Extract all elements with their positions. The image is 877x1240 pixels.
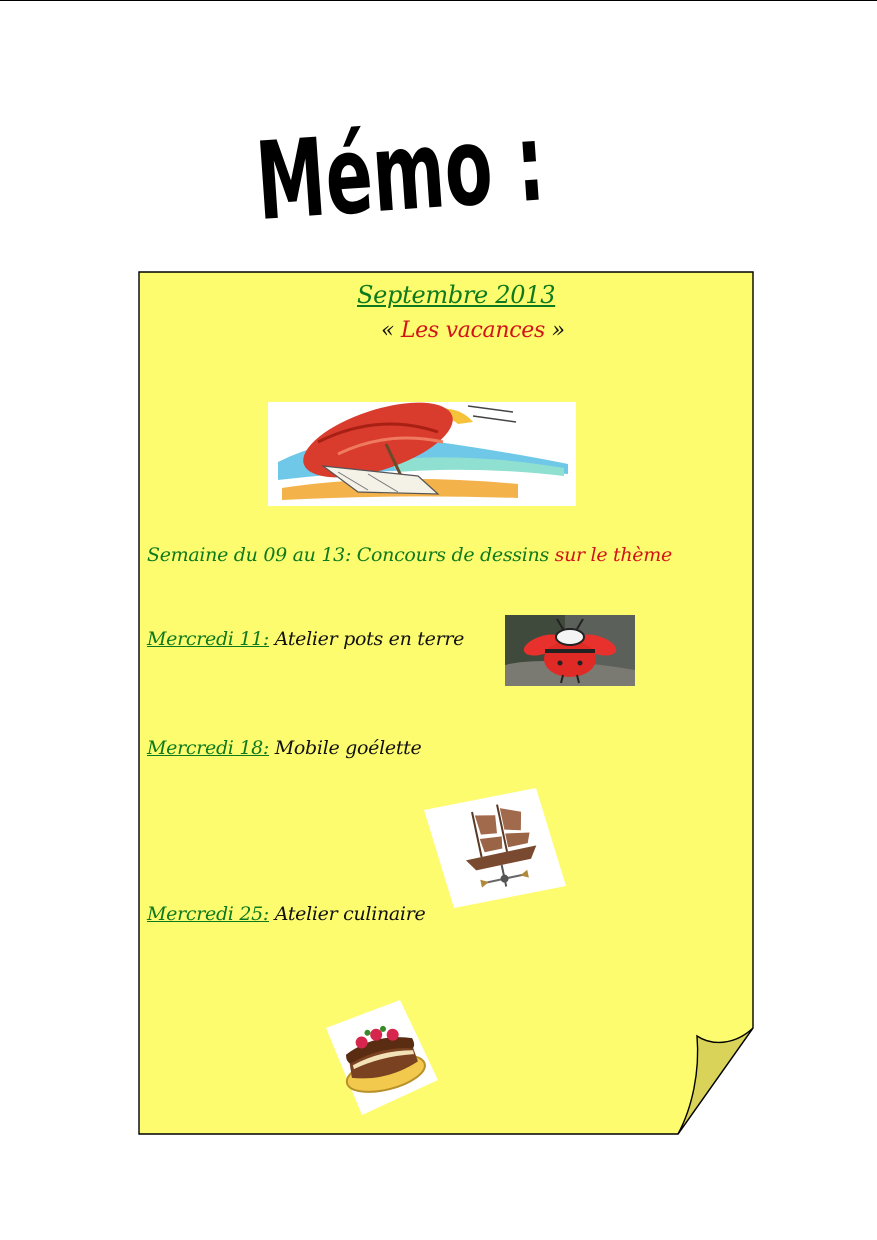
beach-umbrella-illustration [268,402,576,506]
event-date: Mercredi 18: [147,737,270,759]
cake-illustration [326,1000,438,1115]
event-row [147,628,464,650]
theme-text: Les vacances [400,318,545,343]
week-prefix: Semaine du 09 au 13: Concours de dessins [147,544,555,566]
month-heading: Septembre 2013 [357,281,556,309]
theme-heading [381,318,565,343]
event-row [147,737,421,759]
event-row [147,903,425,925]
event-date: Mercredi 11: [147,628,270,650]
event-text: Atelier pots en terre [269,628,465,650]
theme-quote-close: » [544,318,565,343]
week-highlight: sur le thème [554,544,672,566]
theme-quote-open: « [381,318,401,343]
event-text: Atelier culinaire [269,903,426,925]
memo-title-text: Mémo : [252,92,659,246]
week-line [147,544,672,566]
event-date: Mercredi 25: [147,903,270,925]
event-text: Mobile goélette [269,737,422,759]
ladybug-pot-photo [505,615,635,686]
ship-weathervane-illustration [424,788,566,908]
